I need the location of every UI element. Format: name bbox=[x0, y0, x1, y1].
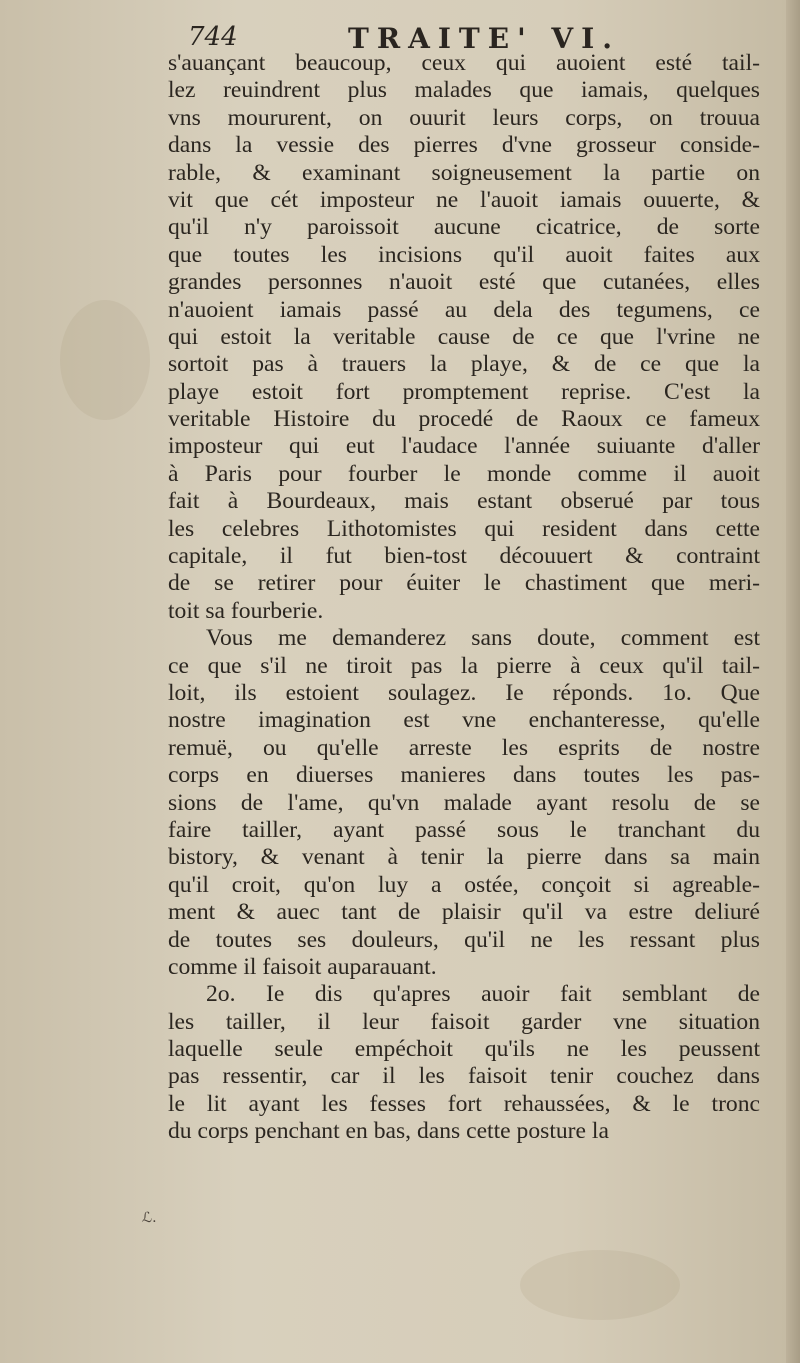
paper-stain bbox=[520, 1250, 680, 1320]
text-line: comme il faisoit auparauant. bbox=[168, 953, 437, 980]
text-line: imposteur qui eut l'audace l'année suiuante d'aller bbox=[168, 433, 760, 460]
text-line: faire tailler, ayant passé sous le tranchant du bbox=[168, 816, 760, 843]
text-line: capitale, il fut bien-tost découuert & contraint bbox=[168, 543, 760, 570]
running-title: TRAITE' VI. bbox=[348, 22, 620, 55]
text-line: qu'il n'y paroissoit aucune cicatrice, de sorte bbox=[168, 214, 760, 241]
text-line: vit que cét imposteur ne l'auoit iamais ouuerte, & bbox=[168, 186, 760, 213]
text-line: veritable Histoire du procedé de Raoux ce fameux bbox=[168, 406, 760, 433]
text-line: sions de l'ame, qu'vn malade ayant resolu de se bbox=[168, 789, 760, 816]
text-line: bistory, & venant à tenir la pierre dans sa main bbox=[168, 844, 760, 871]
text-line: dans la vessie des pierres d'vne grosseur conside- bbox=[168, 132, 760, 159]
text-line: que toutes les incisions qu'il auoit faites aux bbox=[168, 241, 760, 268]
text-line: qui estoit la veritable cause de ce que l'vrine ne bbox=[168, 323, 760, 350]
text-line: sortoit pas à trauers la playe, & de ce que la bbox=[168, 351, 760, 378]
page-number: 744 bbox=[188, 22, 238, 52]
text-line: lez reuindrent plus malades que iamais, quelques bbox=[168, 77, 760, 104]
signature-mark: ℒ. bbox=[142, 1210, 157, 1226]
text-line: toit sa fourberie. bbox=[168, 597, 324, 624]
text-line: du corps penchant en bas, dans cette posture la bbox=[168, 1118, 609, 1145]
text-line: de se retirer pour éuiter le chastiment que meri- bbox=[168, 570, 760, 597]
text-line: le lit ayant les fesses fort rehaussées, & le tronc bbox=[168, 1090, 760, 1117]
text-line: les celebres Lithotomistes qui resident dans cette bbox=[168, 515, 760, 542]
text-line: n'auoient iamais passé au dela des tegumens, ce bbox=[168, 296, 760, 323]
text-line: pas ressentir, car il les faisoit tenir couchez dans bbox=[168, 1063, 760, 1090]
text-line: vns moururent, on ouurit leurs corps, on trouua bbox=[168, 104, 760, 131]
text-line: laquelle seule empéchoit qu'ils ne les peussent bbox=[168, 1036, 760, 1063]
text-line: fait à Bourdeaux, mais estant obserué par tous bbox=[168, 488, 760, 515]
text-line: rable, & examinant soigneusement la partie on bbox=[168, 159, 760, 186]
text-line: de toutes ses douleurs, qu'il ne les ressant plus bbox=[168, 926, 760, 953]
text-line: grandes personnes n'auoit esté que cutanées, elles bbox=[168, 269, 760, 296]
text-line: à Paris pour fourber le monde comme il auoit bbox=[168, 460, 760, 487]
text-line: corps en diuerses manieres dans toutes les pas- bbox=[168, 762, 760, 789]
text-line: ment & auec tant de plaisir qu'il va estre deliuré bbox=[168, 899, 760, 926]
text-line: playe estoit fort promptement reprise. C'est la bbox=[168, 378, 760, 405]
text-line: qu'il croit, qu'on luy a ostée, conçoit si agreable- bbox=[168, 871, 760, 898]
body-text bbox=[168, 50, 760, 1146]
paper-stain bbox=[60, 300, 150, 420]
text-line: ce que s'il ne tiroit pas la pierre à ceux qu'il tail- bbox=[168, 652, 760, 679]
text-line: remuë, ou qu'elle arreste les esprits de nostre bbox=[168, 734, 760, 761]
text-line: 2o. Ie dis qu'apres auoir fait semblant de bbox=[206, 981, 760, 1008]
text-line: les tailler, il leur faisoit garder vne situation bbox=[168, 1008, 760, 1035]
text-line: Vous me demanderez sans doute, comment est bbox=[206, 625, 760, 652]
text-line: loit, ils estoient soulagez. Ie réponds. 1o. Que bbox=[168, 679, 760, 706]
page-edge bbox=[786, 0, 800, 1363]
text-line: s'auançant beaucoup, ceux qui auoient esté tail- bbox=[168, 50, 760, 76]
text-line: nostre imagination est vne enchanteresse, qu'elle bbox=[168, 707, 760, 734]
